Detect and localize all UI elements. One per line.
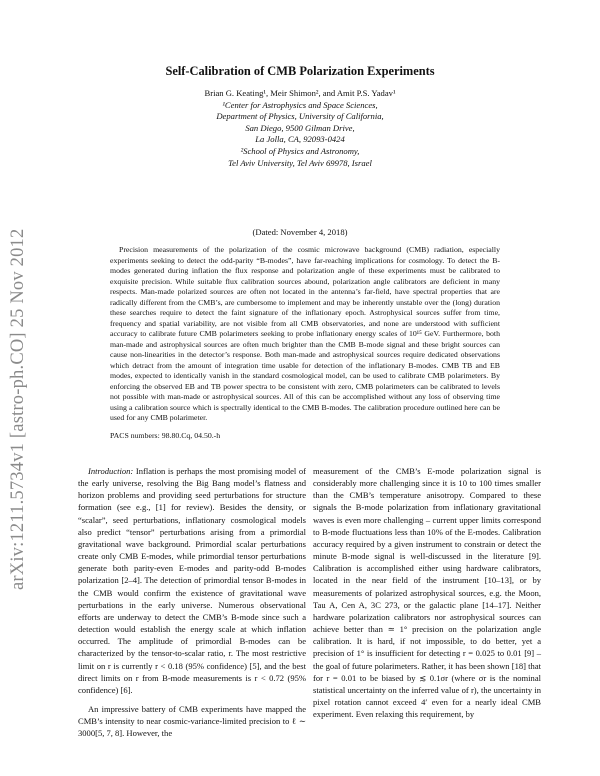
second-paragraph: An impressive battery of CMB experiments have mapped the CMB’s intensity to near cosmic-variance-limited precision to ℓ ∼ 3000[5, 7, 8]. However, the bbox=[78, 703, 306, 739]
abstract: Precision measurements of the polarization of the cosmic microwave background (CMB) radiation, especially experiments seeking to detect the odd-parity “B-modes”, have far-reaching implications for cosmology. To detect the B-modes generated during inflation the flux response and polarization angle of these experiments must be calibrated to exquisite precision. While suitable flux calibration sources abound, polarization angle calibrators are deficient in many respects. Man-made polarized sources are often not located in the antenna’s far-field, have spectral properties that are radically different from the CMB’s, are cumbersome to implement and may be inherently unstable over the (long) duration these searches require to detect the faint signature of the inflationary epoch. Astrophysical sources suffer from time, frequency and spatial variability, are not visible from all CMB observatories, and none are understood with sufficient accuracy to calibrate future CMB polarimeters seeking to probe inflationary energy scales of 10¹⁵ GeV. Furthermore, both man-made and astrophysical sources are often much brighter than the CMB B-mode signal and these bright sources can cause non-linearities in the detector’s response. Both man-made and astrophysical sources require dedicated observations which detract from the amount of integration time usable for detection of the inflationary B-modes. CMB TB and EB modes, expected to identically vanish in the standard cosmological model, can be used to calibrate CMB polarimeters. By enforcing the observed EB and TB power spectra to be consistent with zero, CMB polarimeters can be calibrated to levels not possible with man-made or astrophysical sources. All of this can be accomplished without any loss of observing time using a calibration source which is spectrally identical to the CMB B-modes. The calibration procedure outlined here can be used for any CMB polarimeter. bbox=[110, 245, 500, 422]
affiliation-1-line-4: La Jolla, CA, 92093-0424 bbox=[255, 134, 345, 145]
affiliation-1-line-3: San Diego, 9500 Gilman Drive, bbox=[245, 122, 355, 133]
affiliation-2-line-1: ²School of Physics and Astronomy, bbox=[240, 145, 360, 156]
pacs-numbers: PACS numbers: 98.80.Cq, 04.50.-h bbox=[110, 431, 221, 440]
affiliation-2-line-2: Tel Aviv University, Tel Aviv 69978, Israel bbox=[228, 157, 372, 168]
affiliation-1-line-2: Department of Physics, University of California, bbox=[216, 111, 384, 122]
dated-line: (Dated: November 4, 2018) bbox=[252, 227, 348, 237]
paper-title: Self-Calibration of CMB Polarization Experiments bbox=[165, 64, 435, 78]
affiliation-1-line-1: ¹Center for Astrophysics and Space Sciences, bbox=[222, 99, 378, 110]
left-column bbox=[78, 465, 306, 739]
intro-label: Introduction: bbox=[88, 466, 134, 476]
intro-text: Inflation is perhaps the most promising model of the early universe, resolving the Big Bang model’s flatness and horizon problems and providing seed perturbations for structure formation (see e.g., [1] for review). Besides the density, or “scalar”, seed perturbations, inflationary cosmological models also predict “tensor” perturbations arising from a primordial gravitational wave background. Primordial scalar perturbations create only CMB E-modes, while primordial tensor perturbations generate both parity-even E-modes and parity-odd B-modes polarization [2–4]. The detection of primordial tensor B-modes in the CMB would confirm the existence of gravitational wave perturbations in the early universe. Numerous observational efforts are underway to detect the CMB’s B-mode since such a detection would establish the energy scale at which inflation occurred. The amplitude of primordial B-modes can be characterized by the tensor-to-scalar ratio, r. The most restrictive limit on r is currently r < 0.18 (95% confidence) [5], and the best direct limits on r from B-mode measurements is r < 0.72 (95% confidence) [6]. bbox=[78, 466, 306, 695]
author-block bbox=[0, 88, 600, 169]
intro-paragraph bbox=[78, 465, 306, 696]
continued-paragraph: measurement of the CMB’s E-mode polarization signal is considerably more challenging since it is 10 to 100 times smaller than the CMB’s temperature anisotropy. Compared to these signals the B-mode polarization from inflationary gravitational waves is even more challenging – current upper limits correspond to B-mode fluctuations less than 10% of the E-modes. Calibration accuracy required by a given instrument to constrain or detect the minute B-mode signal is well-discussed in the literature [9]. Calibration is accomplished either using hardware calibrators, located in the near field of the instrument [10–13], or by measurements of polarized astrophysical sources, e.g. the Moon, Tau A, Cen A, 3C 273, or the galactic plane [14–17]. Neither hardware polarization calibrators nor astrophysical sources can achieve better than ≃ 1° precision on the polarization angle calibration. It is hard, if not impossible, to do better, yet a precision of 1° is insufficient for detecting r = 0.025 to 0.01 [9] – the goal of future polarimeters. Rather, it has been shown [18] that for r = 0.01 to be biased by ≲ 0.1σr (where σr is the nominal statistical uncertainty on the inferred value of r), the uncertainty in pixel rotation cannot exceed 4′ even for a nearly ideal CMB experiment. Even relaxing this requirement, by bbox=[313, 466, 541, 720]
author-names: Brian G. Keating¹, Meir Shimon², and Amit P.S. Yadav¹ bbox=[204, 88, 396, 98]
arxiv-identifier: arXiv:1211.5734v1 [astro-ph.CO] 25 Nov 2012 bbox=[8, 228, 28, 590]
right-column bbox=[313, 465, 541, 720]
